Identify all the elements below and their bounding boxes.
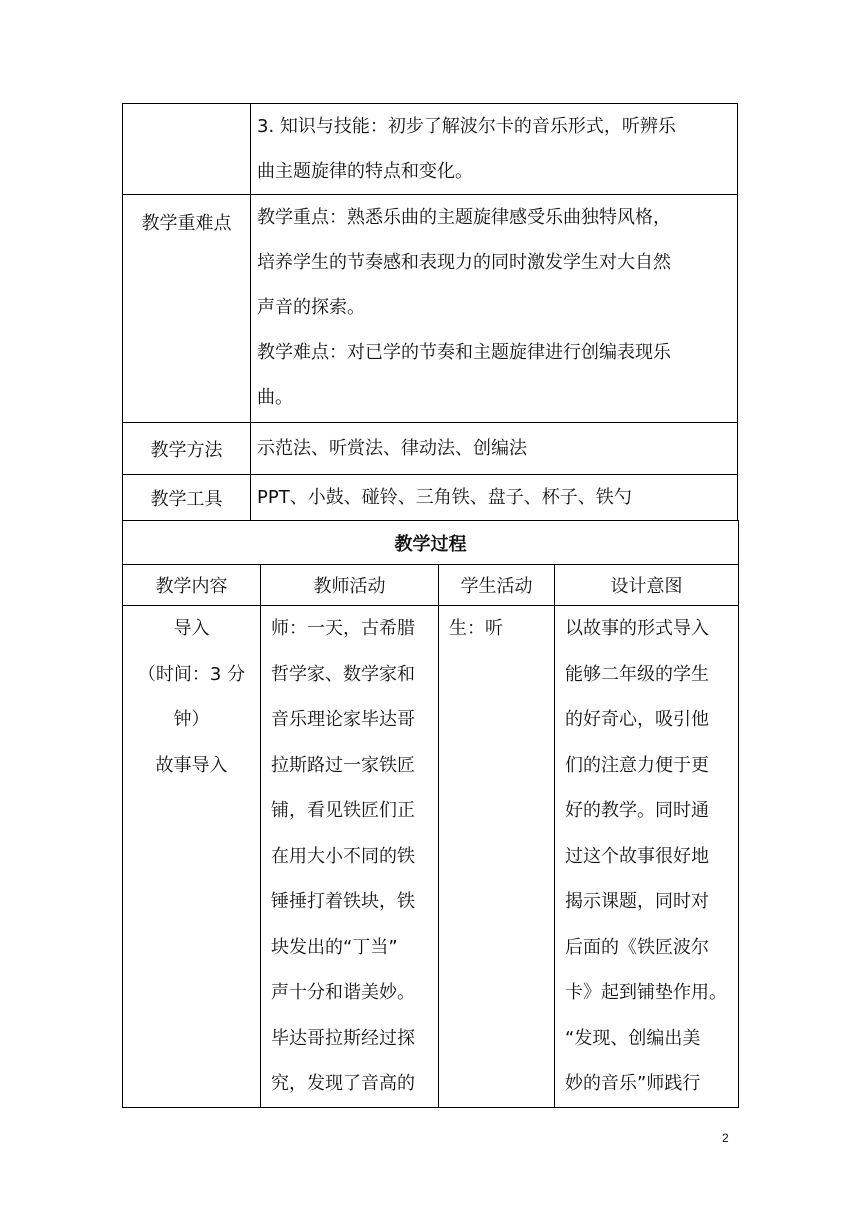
page-number: 2	[722, 1131, 729, 1145]
teacher-activity-cell	[261, 606, 439, 1108]
methods-value: 示范法、听赏法、律动法、创编法	[251, 423, 738, 475]
key-points-cell	[251, 195, 738, 423]
knowledge-objective-cell	[251, 104, 738, 195]
process-table	[122, 520, 739, 1108]
tools-value: PPT、小鼓、碰铃、三角铁、盘子、杯子、铁勺	[251, 475, 738, 521]
text-line: 3. 知识与技能：初步了解波尔卡的音乐形式，听辨乐	[257, 116, 676, 137]
text-line: 揭示课题，同时对	[565, 891, 709, 912]
table-row	[123, 423, 738, 475]
text-line: 好的教学。同时通	[565, 800, 709, 821]
column-header: 教师活动	[261, 565, 439, 606]
text-line: 拉斯路过一家铁匠	[271, 754, 415, 776]
text-line: 生：听	[449, 618, 503, 639]
text-line: 音乐理论家毕达哥	[271, 709, 415, 730]
text-line: 的好奇心，吸引他	[565, 709, 709, 730]
text-line: 声音的探索。	[257, 297, 365, 318]
text-line: 铺，看见铁匠们正	[271, 800, 415, 821]
text-line: 曲。	[257, 387, 293, 408]
design-intent-cell	[555, 606, 739, 1108]
key-points-label: 教学重难点	[123, 195, 251, 423]
table-row	[123, 104, 738, 195]
info-table	[122, 103, 738, 521]
column-header: 教学内容	[123, 565, 261, 606]
text-line: （时间：3 分	[137, 663, 246, 685]
text-line: 过这个故事很好地	[565, 845, 709, 867]
text-line: 教学重点：熟悉乐曲的主题旋律感受乐曲独特风格，	[257, 207, 671, 228]
table-row	[123, 606, 739, 1108]
table-row	[123, 195, 738, 423]
column-header: 学生活动	[439, 565, 555, 606]
text-line: 后面的《铁匠波尔	[565, 936, 709, 958]
text-line: 声十分和谐美妙。	[271, 982, 415, 1003]
text-line: 曲主题旋律的特点和变化。	[257, 161, 473, 182]
text-line: 毕达哥拉斯经过探	[271, 1027, 415, 1049]
text-line: 卡》起到铺垫作用。	[565, 982, 727, 1003]
text-line: 在用大小不同的铁	[271, 845, 415, 867]
table-row	[123, 475, 738, 521]
student-activity-cell	[439, 606, 555, 1108]
process-title: 教学过程	[123, 521, 739, 565]
content-cell	[123, 606, 261, 1108]
text-line: 培养学生的节奏感和表现力的同时激发学生对大自然	[257, 252, 671, 273]
text-line: 导入	[173, 618, 210, 639]
text-line: 师：一天，古希腊	[271, 618, 415, 639]
table-header-row	[123, 565, 739, 606]
text-line: 能够二年级的学生	[565, 663, 709, 685]
text-line: 妙的音乐”师践行	[565, 1073, 701, 1094]
column-header: 设计意图	[555, 565, 739, 606]
text-line: 究，发现了音高的	[271, 1073, 415, 1094]
tools-label: 教学工具	[123, 475, 251, 521]
text-line: 教学难点：对已学的节奏和主题旋律进行创编表现乐	[257, 342, 671, 363]
text-line: 以故事的形式导入	[565, 618, 709, 639]
text-line: 故事导入	[155, 754, 228, 776]
table-row	[123, 521, 739, 565]
text-line: 们的注意力便于更	[565, 754, 709, 776]
row-label	[123, 104, 251, 195]
text-line: 哲学家、数学家和	[271, 663, 415, 685]
text-line: 钟）	[173, 709, 210, 730]
text-line: 锤捶打着铁块，铁	[271, 891, 415, 912]
text-line: 块发出的“丁当”	[271, 936, 398, 958]
text-line: “发现、创编出美	[565, 1027, 701, 1049]
methods-label: 教学方法	[123, 423, 251, 475]
